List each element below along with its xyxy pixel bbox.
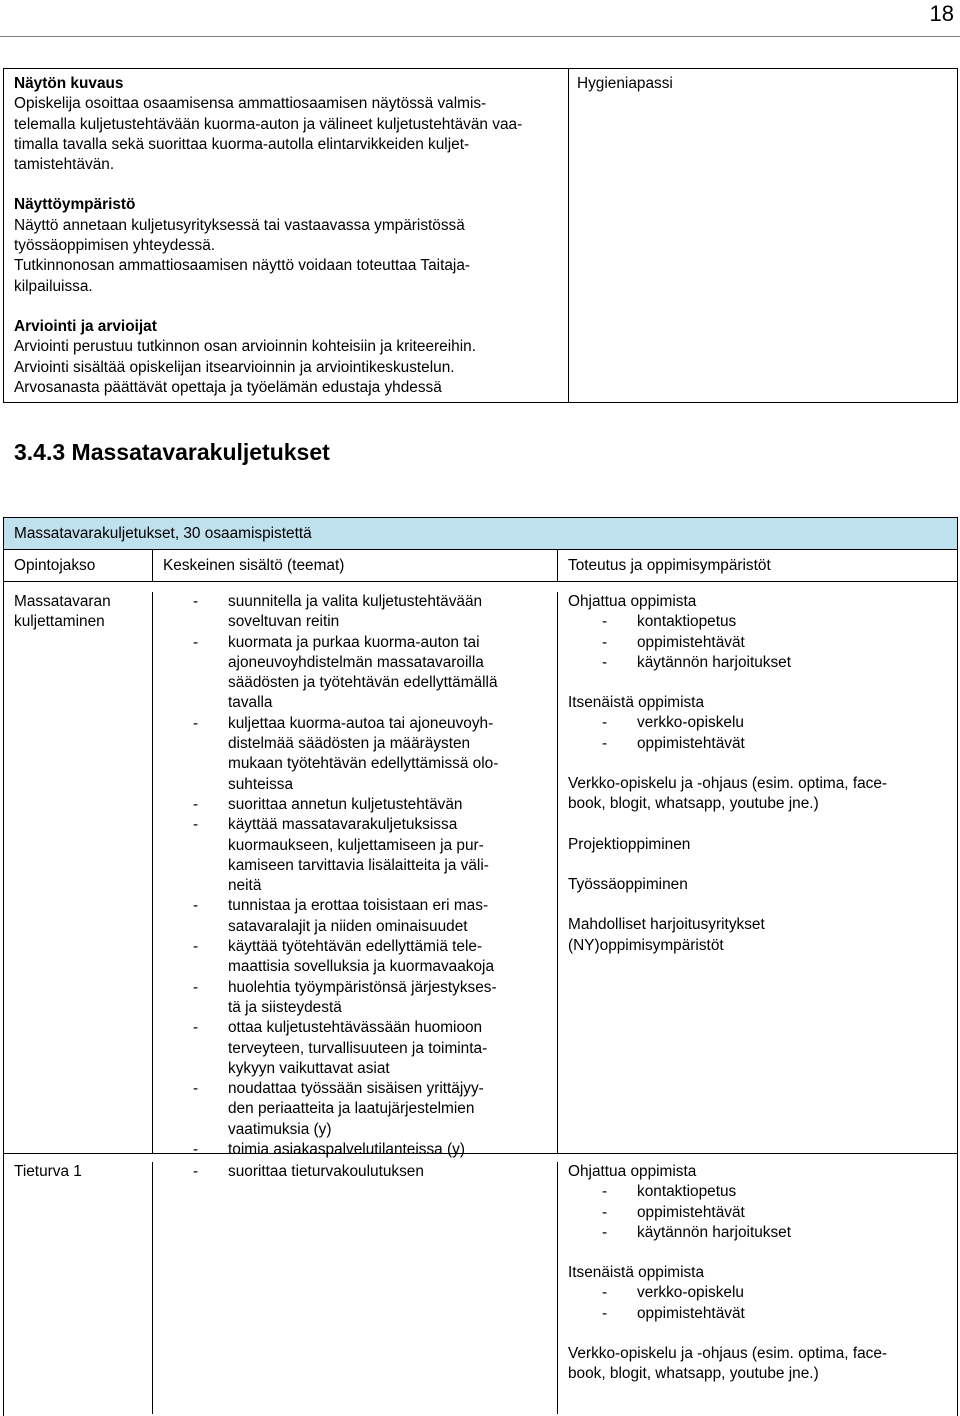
group-label: Ohjattua oppimista: [568, 1163, 697, 1180]
demonstration-table: [3, 68, 958, 403]
text-line: book, blogit, whatsapp, youtube jne.): [568, 795, 819, 813]
section-heading: Näytön kuvaus: [14, 75, 124, 92]
list-item: - suorittaa annetun kuljetustehtävän: [193, 795, 557, 815]
group-label: Ohjattua oppimista: [568, 593, 697, 610]
text-line: Verkko-opiskelu ja -ohjaus (esim. optima, face-: [568, 775, 888, 793]
text-line: Mahdolliset harjoitusyritykset: [568, 916, 765, 934]
text-line: Opiskelija osoittaa osaamisensa ammattiosaamisen näytössä valmis-: [14, 95, 487, 113]
list-item: - toimia asiakaspalvelutilanteissa (y): [193, 1140, 557, 1160]
list-item: - tunnistaa ja erottaa toisistaan eri mas- satavaralajit ja niiden ominaisuudet: [193, 896, 557, 937]
header-rule: [0, 36, 960, 37]
text-line: Arvosanasta päättävät opettaja ja työelämän edustaja yhdessä: [14, 378, 442, 396]
implementation-cell: [558, 592, 957, 1153]
hygiene-pass-cell: [569, 69, 957, 402]
list-item: - ottaa kuljetustehtävässään huomioon terveyteen, turvallisuuteen ja toiminta- kykyyn vaikuttavat asiat: [193, 1018, 557, 1079]
list-item: - käytännön harjoitukset: [568, 1223, 957, 1243]
page-number: 18: [929, 1, 954, 26]
group-label: Itsenäistä oppimista: [568, 1264, 705, 1282]
column-header-row: [4, 550, 957, 582]
project-learning: [568, 835, 957, 855]
module-cell: [4, 1162, 153, 1414]
text-line: Näyttö annetaan kuljetusyrityksessä tai vastaavassa ympäristössä: [14, 216, 465, 234]
independent-learning: [568, 693, 957, 754]
online-learning: [568, 774, 957, 815]
guided-learning: [568, 1162, 957, 1243]
list-item: - verkko-opiskelu: [568, 1283, 957, 1303]
section-demonstration-environment: [14, 195, 560, 296]
section-title: 3.4.3 Massatavarakuljetukset: [14, 439, 330, 465]
column-header-module: Opintojakso: [4, 550, 153, 581]
text-line: Työssäoppiminen: [568, 875, 688, 893]
text-line: Tutkinnonosan ammattiosaamisen näyttö voidaan toteuttaa Taitaja-: [14, 257, 471, 275]
module-name: Tieturva 1: [14, 1163, 82, 1180]
list-item: - kuljettaa kuorma-autoa tai ajoneuvoyh- distelmää säädösten ja määräysten mukaan työtehtävän edellyttämissä olo- suhteissa: [193, 714, 557, 795]
content-cell: [153, 592, 558, 1159]
list-item: - suorittaa tieturvakoulutuksen: [193, 1162, 557, 1182]
list-item: - käytännön harjoitukset: [568, 653, 957, 673]
list-item: - kuormata ja purkaa kuorma-auton tai ajoneuvoyhdistelmän massatavaroilla säädösten ja työtehtävän edellyttämällä tavalla: [193, 633, 557, 714]
list-item: - noudattaa työssään sisäisen yrittäjyy- den periaatteita ja laatujärjestelmien vaatimuksia (y): [193, 1079, 557, 1140]
demonstration-description-cell: [4, 69, 569, 402]
table-row: [4, 582, 957, 1159]
text-line: tamistehtävän.: [14, 156, 115, 174]
hygiene-pass-text: Hygieniapassi: [577, 75, 673, 92]
online-learning: [568, 1344, 957, 1385]
text-line: Projektioppiminen: [568, 835, 691, 853]
list-item: - kontaktiopetus: [568, 1182, 957, 1202]
list-item: - kontaktiopetus: [568, 612, 957, 632]
list-item: - oppimistehtävät: [568, 1304, 957, 1324]
group-label: Itsenäistä oppimista: [568, 694, 705, 712]
list-item: - huolehtia työympäristönsä järjestykses- tä ja siisteydestä: [193, 978, 557, 1019]
list-item: - suunnitella ja valita kuljetustehtävään soveltuvan reitin: [193, 592, 557, 633]
text-line: timalla tavalla sekä suorittaa kuorma-autolla elintarvikkeiden kuljet-: [14, 135, 470, 153]
module-name: Massatavaran: [14, 593, 111, 610]
list-item: - oppimistehtävät: [568, 633, 957, 653]
section-heading: Näyttöympäristö: [14, 196, 136, 214]
section-assessment: [14, 317, 560, 398]
list-item: - käyttää työtehtävän edellyttämiä tele- maattisia sovelluksia ja kuormavaakoja: [193, 937, 557, 978]
list-item: - oppimistehtävät: [568, 734, 957, 754]
table-title: Massatavarakuljetukset, 30 osaamispistettä: [4, 518, 957, 550]
workplace-learning: [568, 875, 957, 895]
independent-learning: [568, 1263, 957, 1324]
module-name: kuljettaminen: [14, 613, 105, 631]
guided-learning: [568, 592, 957, 673]
list-item: - oppimistehtävät: [568, 1203, 957, 1223]
text-line: Arviointi perustuu tutkinnon osan arvioinnin kohteisiin ja kriteereihin.: [14, 338, 476, 356]
section-demonstration-description: [14, 74, 560, 175]
text-line: book, blogit, whatsapp, youtube jne.): [568, 1365, 819, 1383]
text-line: työssäoppimisen yhteydessä.: [14, 237, 216, 255]
module-cell: [4, 592, 153, 1153]
list-item: - verkko-opiskelu: [568, 713, 957, 733]
implementation-cell: [558, 1162, 957, 1414]
text-line: (NY)oppimisympäristöt: [568, 936, 724, 954]
content-list: [193, 1162, 557, 1182]
text-line: Verkko-opiskelu ja -ohjaus (esim. optima, face-: [568, 1345, 888, 1363]
text-line: telemalla kuljetustehtävään kuorma-auton ja välineet kuljetustehtävän vaa-: [14, 115, 523, 133]
text-line: Arviointi sisältää opiskelijan itsearvioinnin ja arviointikeskustelun.: [14, 358, 455, 376]
content-cell: [153, 1162, 558, 1414]
section-heading: Arviointi ja arvioijat: [14, 317, 157, 335]
table-row: [4, 1154, 957, 1414]
column-header-content: Keskeinen sisältö (teemat): [153, 550, 558, 581]
text-line: kilpailuissa.: [14, 277, 93, 295]
module-table: [3, 517, 958, 1416]
column-header-implementation: Toteutus ja oppimisympäristöt: [568, 557, 771, 574]
list-item: - käyttää massatavarakuljetuksissa kuormaukseen, kuljettamiseen ja pur- kamiseen tarvittavia lisälaitteita ja väli- neitä: [193, 815, 557, 896]
practice-companies: [568, 915, 957, 956]
content-list: [193, 592, 557, 1160]
